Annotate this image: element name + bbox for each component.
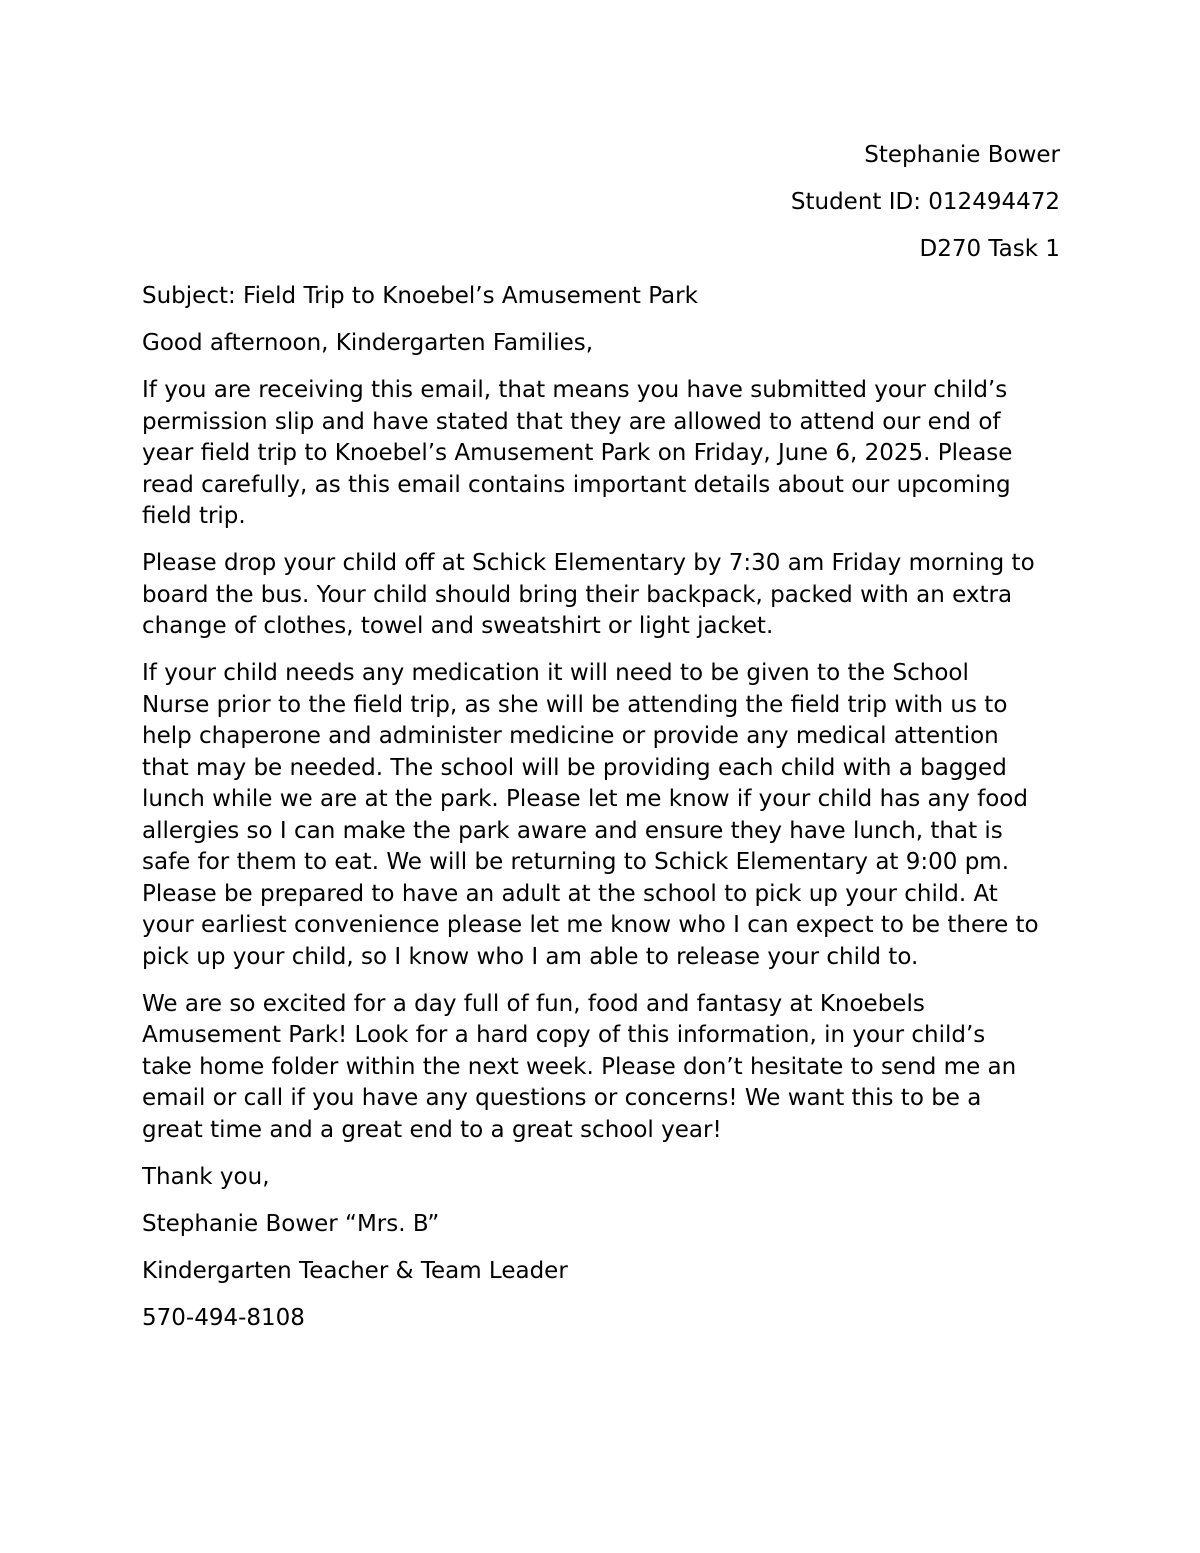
paragraph-line: permission slip and have stated that they are allowed to attend our end of — [142, 408, 1001, 435]
paragraph-line: If you are receiving this email, that means you have submitted your child’s — [142, 377, 1008, 403]
closing: Thank you, — [142, 1163, 270, 1190]
paragraph-line: allergies so I can make the park aware and ensure they have lunch, that is — [142, 817, 1003, 844]
paragraph-line: that may be needed. The school will be providing each child with a bagged — [142, 754, 1007, 781]
paragraph-line: Amusement Park! Look for a hard copy of this information, in your child’s — [142, 1022, 986, 1048]
paragraph-line: change of clothes, towel and sweatshirt or light jacket. — [142, 613, 774, 639]
paragraph-3 — [142, 658, 1060, 973]
paragraph-line: safe for them to eat. We will be returning to Schick Elementary at 9:00 pm. — [142, 849, 1010, 875]
task-label: D270 Task 1 — [919, 236, 1060, 262]
paragraph-line: Please be prepared to have an adult at the school to pick up your child. At — [142, 880, 998, 907]
signature-phone: 570-494-8108 — [142, 1304, 305, 1331]
paragraph-line: We are so excited for a day full of fun, food and fantasy at Knoebels — [142, 990, 925, 1017]
paragraph-line: pick up your child, so I know who I am able to release your child to. — [142, 943, 919, 970]
paragraph-line: help chaperone and administer medicine or provide any medical attention — [142, 723, 999, 749]
paragraph-line: great time and a great end to a great school year! — [142, 1116, 722, 1143]
greeting: Good afternoon, Kindergarten Families, — [142, 330, 594, 356]
signature-name: Stephanie Bower “Mrs. B” — [142, 1210, 440, 1237]
paragraph-1 — [142, 375, 1060, 533]
subject-line: Subject: Field Trip to Knoebel’s Amusement Park — [142, 283, 698, 309]
paragraph-line: board the bus. Your child should bring their backpack, packed with an extra — [142, 581, 1013, 608]
paragraph-line: take home folder within the next week. Please don’t hesitate to send me an — [142, 1053, 1017, 1080]
paragraph-line: year field trip to Knoebel’s Amusement Park on Friday, June 6, 2025. Please — [142, 440, 1013, 466]
paragraph-line: field trip. — [142, 503, 246, 529]
paragraph-line: lunch while we are at the park. Please let me know if your child has any food — [142, 786, 1028, 812]
signature-title: Kindergarten Teacher & Team Leader — [142, 1257, 568, 1284]
paragraph-2 — [142, 548, 1060, 643]
paragraph-line: your earliest convenience please let me know who I can expect to be there to — [142, 912, 1039, 938]
author-name: Stephanie Bower — [864, 142, 1060, 168]
paragraph-4 — [142, 989, 1060, 1147]
paragraph-line: Please drop your child off at Schick Elementary by 7:30 am Friday morning to — [142, 550, 1035, 576]
letter-body — [142, 140, 1060, 1350]
paragraph-line: read carefully, as this email contains important details about our upcoming — [142, 471, 1011, 498]
paragraph-line: If your child needs any medication it will need to be given to the School — [142, 660, 969, 686]
paragraph-line: Nurse prior to the field trip, as she will be attending the field trip with us to — [142, 691, 1008, 718]
paragraph-line: email or call if you have any questions or concerns! We want this to be a — [142, 1085, 982, 1111]
student-id: Student ID: 012494472 — [790, 189, 1060, 215]
